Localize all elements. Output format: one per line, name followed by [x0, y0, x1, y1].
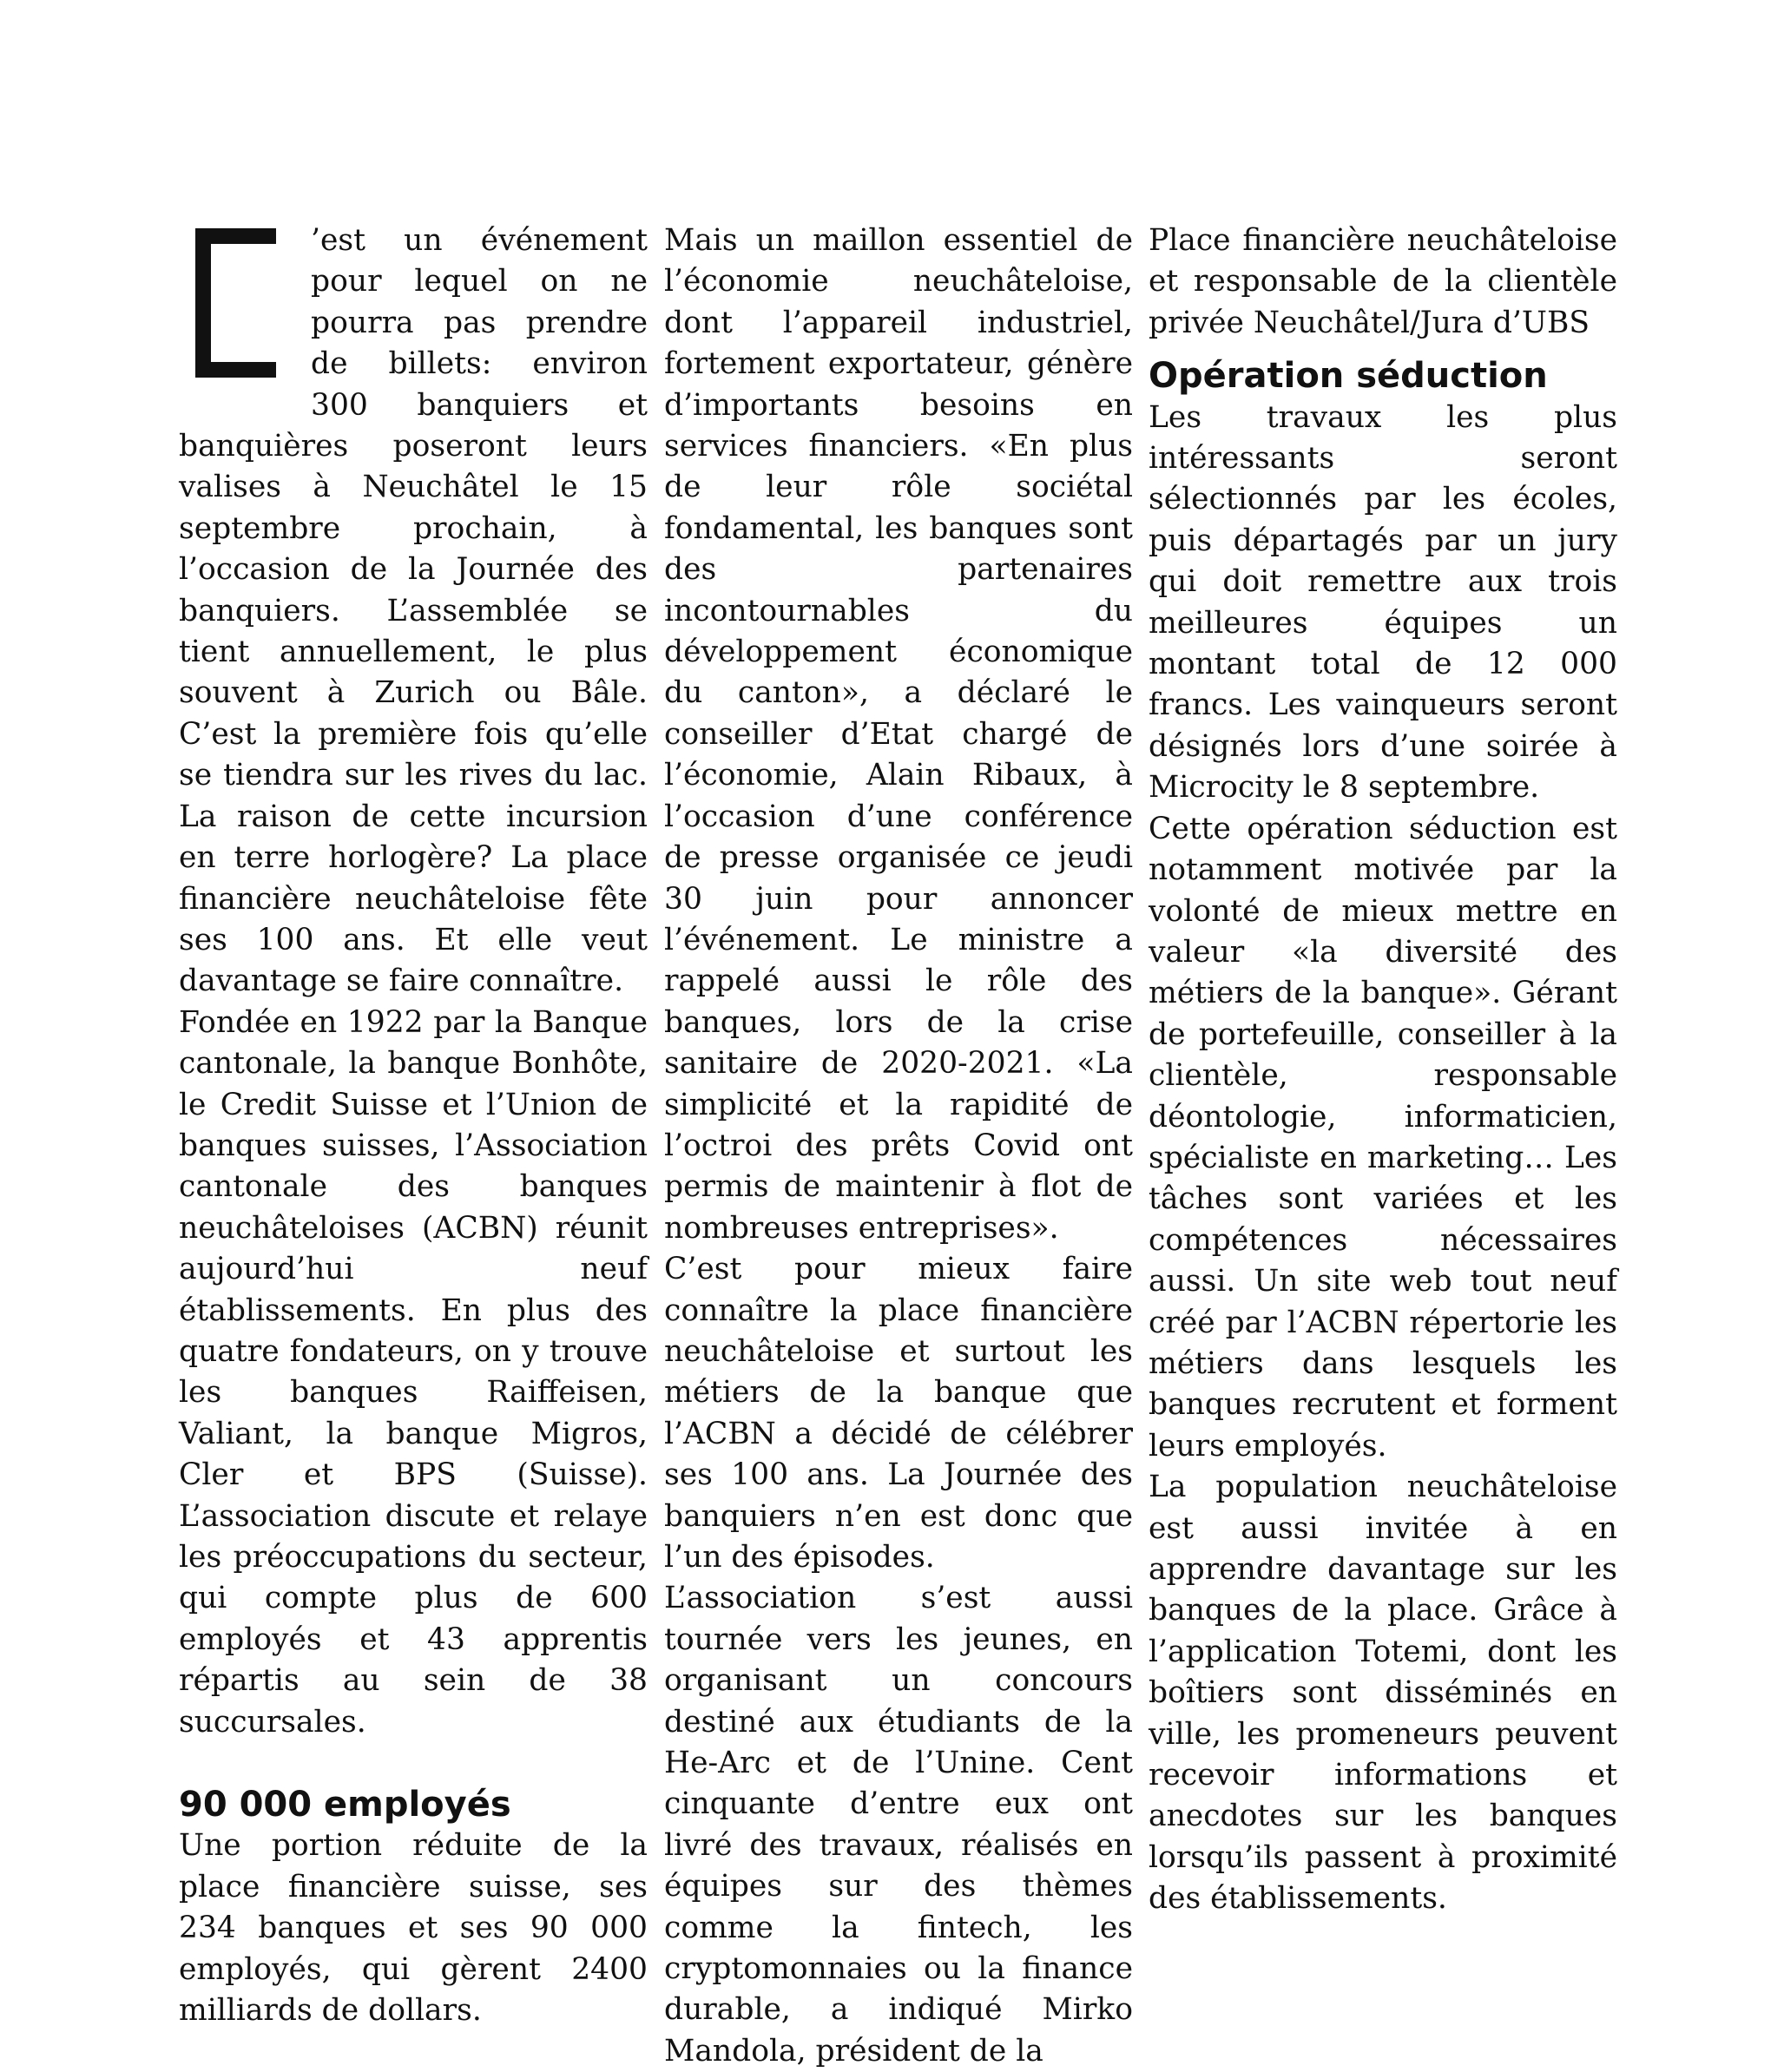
paragraph: Cette opération séduction est notamment motivée par la volonté de mieux mettre en valeur «la diversité des métiers de la banque». Gérant de portefeuille, conseiller à la clientèle, responsable déontologie, informaticien, spécialiste en marketing… Les tâches sont variées et les compétences nécessaires aussi. Un site web tout neuf créé par l’ACBN répertorie les métiers dans lesquels les banques recrutent et forment leurs employés. [1149, 811, 1617, 1464]
paragraph: Mais un maillon essentiel de l’économie neuchâteloise, dont l’appareil industriel, fortement exportateur, génère d’importants besoins en services financiers. «En plus de leur rôle sociétal fondamental, les banques sont des partenaires incontournables du développement économique du canton», a déclaré le conseiller d’Etat chargé de l’économie, Alain Ribaux, à l’occasion d’une conférence de presse organisée ce jeudi 30 juin pour annoncer l’événement. Le ministre a rappelé aussi le rôle des banques, lors de la crise sanitaire de 2020-2021. «La simplicité et la rapidité de l’octroi des prêts Covid ont permis de maintenir à flot de nombreuses entreprises». [664, 223, 1133, 1246]
paragraph: La population neuchâteloise est aussi invitée à en apprendre davantage sur les banques de la place. Grâce à l’application Totemi, dont les boîtiers sont disséminés en ville, les promeneurs peuvent recevoir informations et anecdotes sur les banques lorsqu’ils passent à proximité des établissements. [1149, 1470, 1617, 1917]
article-column-3 [1149, 220, 1617, 1920]
paragraph: L’association s’est aussi tournée vers les jeunes, en organisant un concours destiné aux étudiants de la He-Arc et de l’Unine. Cent cinquante d’entre eux ont livré des travaux, réalisés en équipes sur des thèmes comme la fintech, les cryptomonnaies ou la finance durable, a indiqué Mirko Mandola, président de la [664, 1581, 1133, 2069]
article-column-1 [179, 220, 648, 2031]
section-heading: Opération séduction [1149, 356, 1548, 397]
paragraph: C’est pour mieux faire connaître la place financière neuchâteloise et surtout les métiers de la banque que l’ACBN a décidé de célébrer ses 100 ans. La Journée des banquiers n’en est donc que l’un des épisodes. [664, 1252, 1133, 1575]
paragraph: Les travaux les plus intéressants seront sélectionnés par les écoles, puis départagés par un jury qui doit remettre aux trois meilleures équipes un montant total de 12 000 francs. Les vainqueurs seront désignés lors d’une soirée à Microcity le 8 septembre. [1149, 399, 1617, 806]
paragraph: Place financière neuchâteloise et responsable de la clientèle privée Neuchâtel/Jura d’UBS [1149, 223, 1617, 340]
paragraph: ’est un événement pour lequel on ne pourra pas prendre de billets: environ 300 banquiers et banquières poseront leurs valises à Neuchâtel le 15 septembre prochain, à l’occasion de la Journée des banquiers. L’assemblée se tient annuellement, le plus souvent à Zurich ou Bâle. C’est la première fois qu’elle se tiendra sur les rives du lac. La raison de cette incursion en terre horlogère? La place financière neuchâteloise fête ses 100 ans. Et elle veut davantage se faire connaître. [179, 223, 648, 999]
paragraph: Une portion réduite de la place financière suisse, ses 234 banques et ses 90 000 employés, qui gèrent 2400 milliards de dollars. [179, 1828, 648, 2029]
article-column-2 [664, 220, 1133, 2072]
paragraph: Fondée en 1922 par la Banque cantonale, la banque Bonhôte, le Credit Suisse et l’Union de banques suisses, l’Association cantonale des banques neuchâteloises (ACBN) réunit aujourd’hui neuf établissements. En plus des quatre fondateurs, on y trouve les banques Raiffeisen, Valiant, la banque Migros, Cler et BPS (Suisse). L’association discute et relaye les préoccupations du secteur, qui compte plus de 600 employés et 43 apprentis répartis au sein de 38 succursales. [179, 1004, 648, 1740]
section-heading: 90 000 employés [179, 1785, 511, 1825]
drop-cap-letter [179, 224, 306, 385]
